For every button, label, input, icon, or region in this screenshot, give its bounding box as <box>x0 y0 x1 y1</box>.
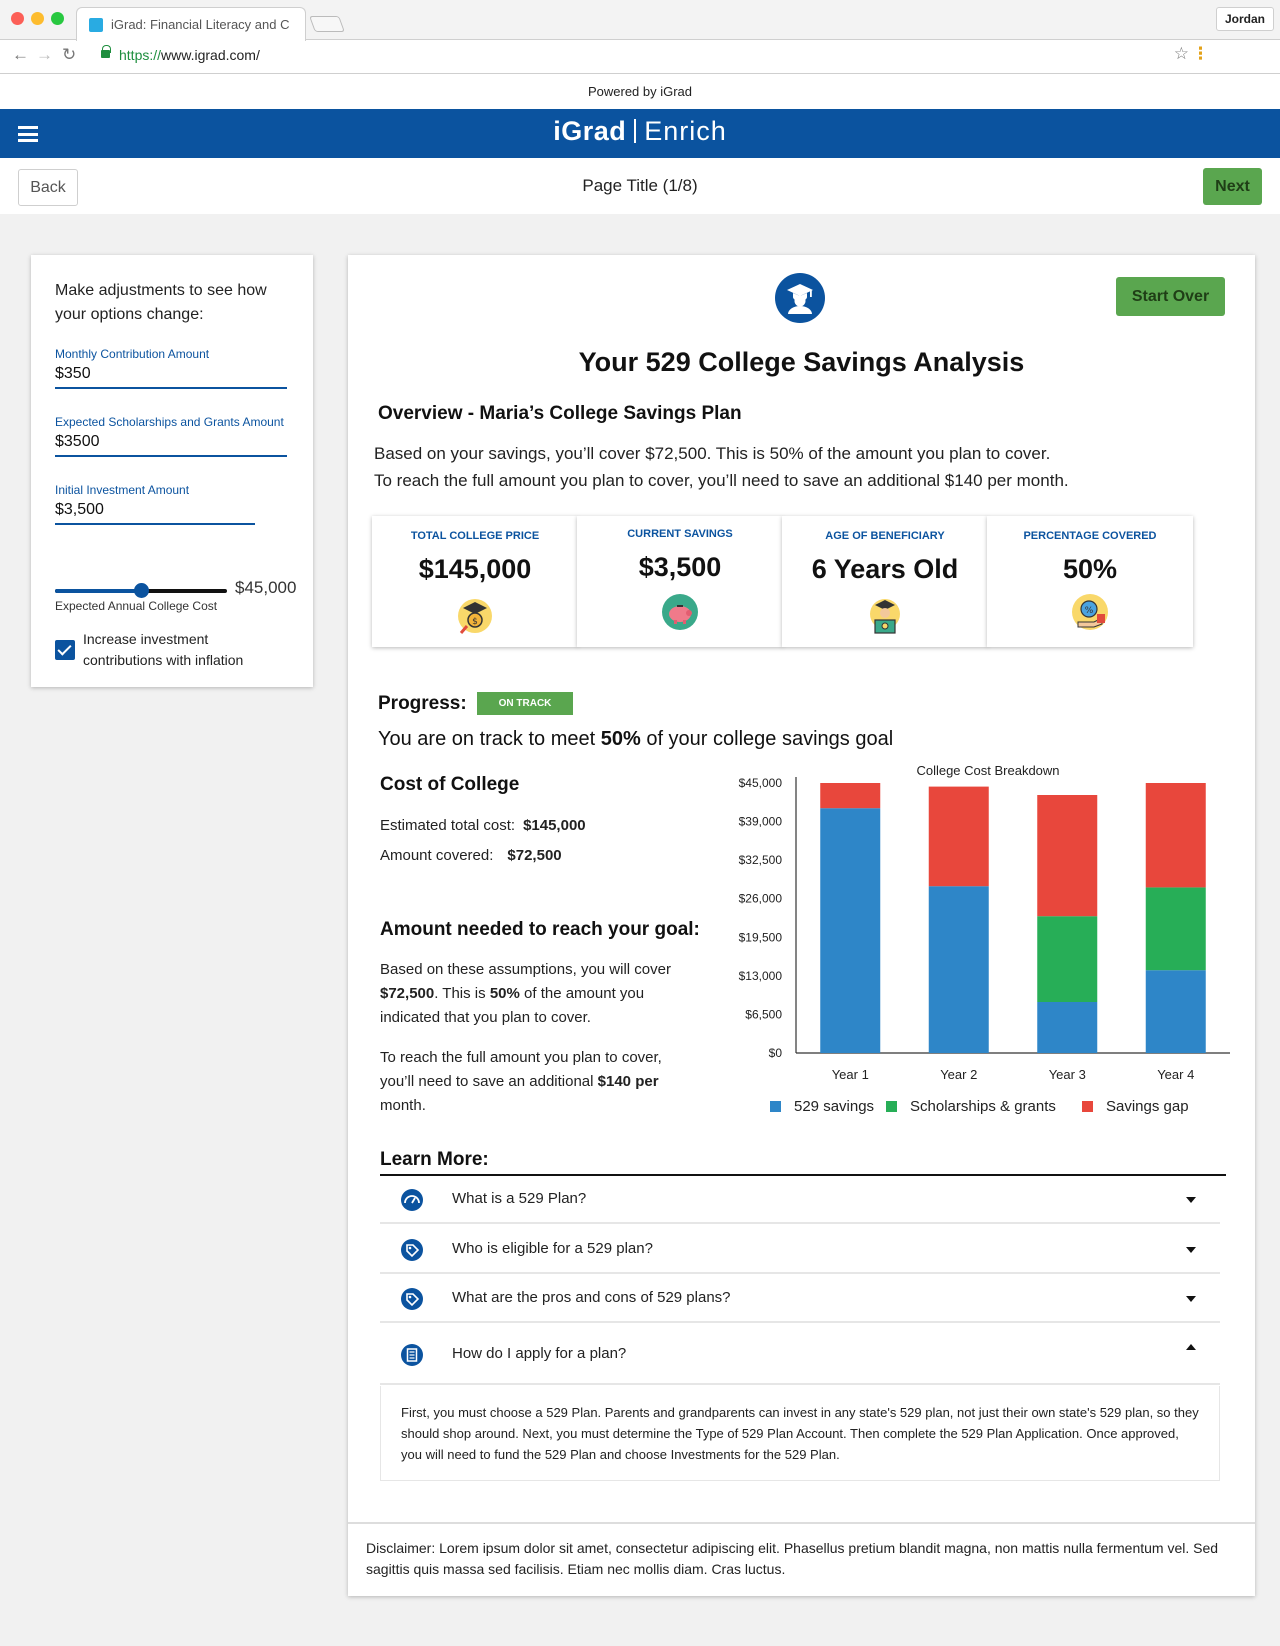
close-window-button[interactable] <box>11 12 24 25</box>
stat-value: $3,500 <box>638 552 722 582</box>
svg-text:%: % <box>1084 606 1094 616</box>
slider-value: $45,000 <box>235 578 297 597</box>
reload-icon[interactable]: ↻ <box>62 45 77 64</box>
para-bold: $140 per <box>597 1073 659 1090</box>
x-tick-label: Year 3 <box>1048 1067 1086 1082</box>
track-suffix: of your college savings goal <box>640 728 894 750</box>
start-over-button[interactable]: Start Over <box>1116 277 1225 316</box>
legend-swatch <box>1082 1101 1093 1112</box>
stat-card-age <box>782 516 988 647</box>
bar-segment <box>929 886 989 1053</box>
amount-needed-title: Amount needed to reach your goal: <box>380 919 700 940</box>
accordion-item-what-is-529[interactable] <box>380 1176 1220 1224</box>
initial-investment-field[interactable] <box>55 483 255 525</box>
x-tick-label: Year 2 <box>940 1067 978 1082</box>
profile-button[interactable]: Jordan <box>1216 7 1274 31</box>
kv-value: $72,500 <box>507 847 562 864</box>
powered-by-text: Powered by iGrad <box>0 74 1280 109</box>
accordion-label: How do I apply for a plan? <box>452 1345 627 1362</box>
slider-label: Expected Annual College Cost <box>55 599 218 613</box>
field-label: Monthly Contribution Amount <box>55 347 210 361</box>
bar-segment <box>929 787 989 887</box>
back-arrow-icon[interactable]: ← <box>12 45 29 64</box>
bar-segment <box>820 808 880 1053</box>
stat-card-total-price <box>372 516 578 647</box>
field-label: Expected Scholarships and Grants Amount <box>55 415 284 429</box>
tab-strip <box>0 0 1280 40</box>
new-tab-button[interactable] <box>309 16 345 32</box>
annual-cost-slider[interactable] <box>55 589 227 593</box>
analysis-card <box>348 255 1255 1596</box>
chevron-down-icon <box>1186 1296 1196 1302</box>
y-tick-label: $19,500 <box>738 930 782 945</box>
field-value[interactable]: $350 <box>55 365 91 382</box>
address-bar[interactable] <box>95 44 1215 68</box>
x-tick-label: Year 4 <box>1157 1067 1195 1082</box>
stat-value: 6 Years Old <box>811 554 959 584</box>
amount-covered-row <box>380 847 562 864</box>
stat-label: AGE OF BENEFICIARY <box>825 530 945 542</box>
legend-swatch <box>886 1101 897 1112</box>
speedometer-icon <box>400 1188 424 1212</box>
chevron-down-icon <box>1186 1247 1196 1253</box>
stat-card-percentage <box>987 516 1193 647</box>
para-text: . This is <box>434 985 490 1002</box>
forward-arrow-icon[interactable]: → <box>36 45 53 64</box>
document-icon <box>400 1343 424 1367</box>
bar-segment <box>1037 795 1097 916</box>
x-tick-label: Year 1 <box>831 1067 869 1082</box>
y-tick-label: $32,500 <box>738 853 782 868</box>
track-percent: 50% <box>600 728 641 750</box>
accordion-item-who-is-eligible[interactable] <box>380 1226 1220 1274</box>
legend-label: 529 savings <box>794 1098 875 1115</box>
accordion-label: Who is eligible for a 529 plan? <box>452 1240 653 1257</box>
bar-segment <box>1146 783 1206 887</box>
tab-title: iGrad: Financial Literacy and C <box>111 17 290 32</box>
kv-value: $145,000 <box>523 817 586 834</box>
slider-thumb[interactable] <box>134 583 149 598</box>
inflation-checkbox-label[interactable]: Increase investment contributions with inflation <box>83 631 244 668</box>
legend-label: Scholarships & grants <box>910 1098 1056 1115</box>
field-value[interactable]: $3,500 <box>55 501 104 518</box>
graduate-diploma-icon <box>865 596 905 636</box>
price-tag-icon <box>400 1287 424 1311</box>
page-title: Page Title (1/8) <box>582 176 698 195</box>
overview-text <box>374 440 1234 494</box>
inflation-checkbox[interactable] <box>55 640 75 660</box>
y-tick-label: $26,000 <box>738 891 782 906</box>
monthly-contribution-field[interactable] <box>55 347 287 389</box>
status-badge: ON TRACK <box>477 692 573 715</box>
adjustments-heading: Make adjustments to see how your options change: <box>55 282 267 323</box>
y-tick-label: $6,500 <box>745 1007 782 1022</box>
y-tick-label: $45,000 <box>738 776 782 790</box>
bar-segment <box>820 783 880 808</box>
bar-segment <box>1146 970 1206 1053</box>
legend-label: Savings gap <box>1106 1098 1189 1115</box>
chevron-up-icon <box>1186 1344 1196 1350</box>
url-scheme: https:// <box>119 47 162 63</box>
stat-card-current-savings <box>577 516 783 647</box>
piggy-bank-icon <box>660 592 700 632</box>
overview-title: Overview - Maria’s College Savings Plan <box>378 403 742 424</box>
igrad-enrich-logo[interactable] <box>0 116 1280 147</box>
para-text: To reach the full amount you plan to cover, you’ll need to save an additional <box>380 1049 662 1090</box>
chevron-down-icon <box>1186 1197 1196 1203</box>
logo-igrad: iGrad <box>553 116 627 146</box>
cost-of-college-title: Cost of College <box>380 774 520 795</box>
track-prefix: You are on track to meet <box>378 728 601 750</box>
slider-fill <box>55 589 141 593</box>
para-text: month. <box>380 1097 426 1114</box>
legend-swatch <box>770 1101 781 1112</box>
accordion-body: First, you must choose a 529 Plan. Parents and grandparents can invest in any state's 529 plan, not just their own state's 529 plan, so they should shop around. Next, you must determine the Type of 529 Plan Account. Then complete the 529 Plan Application. Once approved, you will need to fund the 529 Plan and choose Investments for the 529 Plan. <box>380 1386 1220 1481</box>
lock-icon <box>101 50 110 58</box>
chart-title: College Cost Breakdown <box>916 763 1060 778</box>
accordion-item-pros-cons[interactable] <box>380 1275 1220 1323</box>
para-text: Based on these assumptions, you will cover <box>380 961 671 978</box>
y-tick-label: $13,000 <box>738 968 782 983</box>
stat-value: 50% <box>1062 554 1118 584</box>
kv-label: Estimated total cost: <box>380 817 516 834</box>
overview-line: To reach the full amount you plan to cover, you’ll need to save an additional $140 per month. <box>374 471 1069 490</box>
maximize-window-button[interactable] <box>51 12 64 25</box>
back-button[interactable]: Back <box>18 169 78 206</box>
para-bold: 50% <box>489 985 520 1002</box>
stat-label: CURRENT SAVINGS <box>627 528 733 540</box>
disclaimer: Disclaimer: Lorem ipsum dolor sit amet, consectetur adipiscing elit. Phasellus pretium blandit magna, non mattis nulla fermentum vel. Sed sagittis quis massa sed facilisis. Etiam nec mollis diam. Cras luctus. <box>348 1522 1255 1596</box>
analysis-title: Your 529 College Savings Analysis <box>578 347 1025 377</box>
accordion-item-how-to-apply[interactable] <box>380 1325 1220 1385</box>
url-host: www.igrad.com/ <box>161 47 260 63</box>
minimize-window-button[interactable] <box>31 12 44 25</box>
page-nav-bar <box>0 158 1280 214</box>
svg-text:$: $ <box>472 617 478 627</box>
next-button[interactable]: Next <box>1203 168 1262 205</box>
estimated-cost-row <box>380 817 586 834</box>
bookmark-star-icon[interactable]: ☆ <box>1173 44 1189 63</box>
logo-enrich: Enrich <box>644 116 727 146</box>
track-text <box>378 728 893 751</box>
kv-label: Amount covered: <box>380 847 494 864</box>
college-cost-chart <box>710 763 1240 1115</box>
assumptions-paragraph <box>380 958 695 1030</box>
para-bold: $72,500 <box>380 985 435 1002</box>
adjustments-panel <box>31 255 313 687</box>
bar-segment <box>1037 1002 1097 1053</box>
site-header <box>0 109 1280 158</box>
accordion-label: What are the pros and cons of 529 plans? <box>452 1289 731 1306</box>
price-tag-icon <box>400 1238 424 1262</box>
url-text <box>119 47 260 63</box>
stat-label: TOTAL COLLEGE PRICE <box>410 530 540 542</box>
percent-hand-icon <box>1070 592 1110 632</box>
field-label: Initial Investment Amount <box>55 483 190 497</box>
graduate-icon <box>775 273 825 323</box>
bar-segment <box>1146 887 1206 970</box>
para-text: of the amount you indicated that you plan to cover. <box>380 985 645 1026</box>
y-tick-label: $39,000 <box>738 814 782 829</box>
browser-tab[interactable] <box>76 7 306 41</box>
stat-label: PERCENTAGE COVERED <box>1023 530 1157 542</box>
overview-line: Based on your savings, you’ll cover $72,500. This is 50% of the amount you plan to cover. <box>374 444 1051 463</box>
additional-savings-paragraph <box>380 1046 680 1118</box>
browser-menu-icon[interactable]: ⋮ <box>1192 44 1209 63</box>
stat-value: $145,000 <box>418 554 532 584</box>
graduation-money-icon <box>455 596 495 636</box>
field-value[interactable]: $3500 <box>55 433 100 450</box>
learn-more-title: Learn More: <box>380 1149 489 1170</box>
y-tick-label: $0 <box>768 1046 782 1060</box>
favicon-icon <box>89 18 103 32</box>
browser-chrome <box>0 0 1280 74</box>
progress-title: Progress: <box>378 693 467 714</box>
accordion-label: What is a 529 Plan? <box>452 1190 587 1207</box>
scholarships-grants-field[interactable] <box>55 415 287 457</box>
bar-segment <box>1037 916 1097 1002</box>
